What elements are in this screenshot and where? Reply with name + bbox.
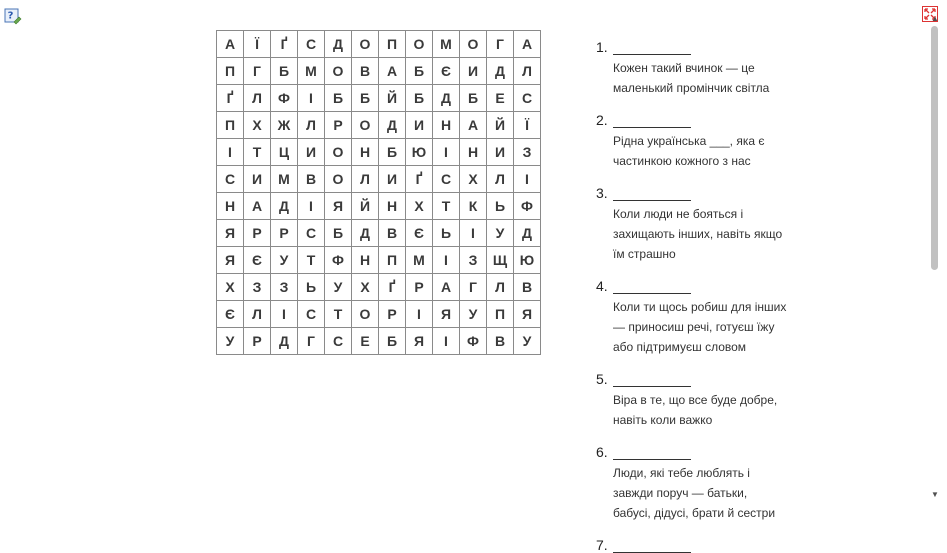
svg-text:?: ? — [7, 10, 14, 22]
grid-cell[interactable]: Н — [217, 193, 244, 220]
grid-cell[interactable]: Г — [460, 274, 487, 301]
grid-cell[interactable]: У — [514, 328, 541, 355]
grid-cell[interactable]: І — [217, 139, 244, 166]
grid-cell[interactable]: Б — [406, 58, 433, 85]
grid-cell[interactable]: М — [271, 166, 298, 193]
grid-cell[interactable]: Ґ — [406, 166, 433, 193]
grid-cell[interactable]: П — [379, 31, 406, 58]
grid-row — [217, 31, 541, 58]
grid-cell[interactable]: С — [325, 328, 352, 355]
clue-item — [596, 180, 926, 264]
grid-cell[interactable]: Х — [217, 274, 244, 301]
grid-cell[interactable]: Б — [325, 220, 352, 247]
grid-row — [217, 112, 541, 139]
grid-cell[interactable]: Р — [379, 301, 406, 328]
grid-cell[interactable]: Д — [271, 328, 298, 355]
grid-cell[interactable]: А — [379, 58, 406, 85]
grid-cell[interactable]: О — [352, 31, 379, 58]
grid-cell[interactable]: І — [298, 85, 325, 112]
grid-cell[interactable]: Д — [325, 31, 352, 58]
clue-item — [596, 273, 926, 357]
grid-cell[interactable]: Г — [298, 328, 325, 355]
grid-cell[interactable]: А — [433, 274, 460, 301]
grid-cell[interactable]: Б — [352, 85, 379, 112]
grid-cell[interactable]: З — [460, 247, 487, 274]
grid-cell[interactable]: Г — [244, 58, 271, 85]
grid-row — [217, 328, 541, 355]
grid-cell[interactable]: И — [460, 58, 487, 85]
grid-cell[interactable]: У — [325, 274, 352, 301]
clue-text: Коли ти щось робиш для інших — приносиш речі, готуєш їжу або підтримуєш словом — [613, 300, 787, 354]
grid-cell[interactable]: Ї — [514, 112, 541, 139]
grid-cell[interactable]: С — [217, 166, 244, 193]
grid-cell[interactable]: Х — [460, 166, 487, 193]
clue-item — [596, 107, 926, 171]
clue-text: Коли люди не бояться і захищають інших, навіть якщо їм страшно — [613, 207, 783, 261]
grid-cell[interactable]: Ґ — [271, 31, 298, 58]
clue-item — [596, 366, 926, 430]
grid-cell[interactable]: А — [244, 193, 271, 220]
grid-cell[interactable]: О — [352, 112, 379, 139]
grid-cell[interactable]: М — [406, 247, 433, 274]
grid-cell[interactable]: І — [433, 139, 460, 166]
grid-cell[interactable]: О — [352, 301, 379, 328]
clue-number: 3. — [596, 185, 608, 201]
grid-cell[interactable]: Є — [217, 301, 244, 328]
grid-cell[interactable]: И — [298, 139, 325, 166]
grid-cell[interactable]: Л — [244, 301, 271, 328]
grid-cell[interactable]: Ж — [271, 112, 298, 139]
grid-cell[interactable]: А — [514, 31, 541, 58]
grid-cell[interactable]: Т — [433, 193, 460, 220]
grid-cell[interactable]: Л — [298, 112, 325, 139]
grid-cell[interactable]: Ф — [460, 328, 487, 355]
grid-row — [217, 301, 541, 328]
grid-cell[interactable]: М — [433, 31, 460, 58]
grid-cell[interactable]: Х — [244, 112, 271, 139]
grid-cell[interactable]: Б — [406, 85, 433, 112]
scroll-up-icon[interactable]: ▲ — [931, 14, 939, 23]
grid-row — [217, 139, 541, 166]
grid-row — [217, 85, 541, 112]
grid-cell[interactable]: Н — [379, 193, 406, 220]
grid-cell[interactable]: Я — [433, 301, 460, 328]
clue-text: Люди, які тебе люблять і завжди поруч — батьки, бабусі, дідусі, брати й сестри — [613, 466, 776, 520]
grid-cell[interactable]: Р — [325, 112, 352, 139]
grid-cell[interactable]: Я — [325, 193, 352, 220]
grid-cell[interactable]: Н — [352, 139, 379, 166]
grid-cell[interactable]: Й — [487, 112, 514, 139]
grid-cell[interactable]: Я — [514, 301, 541, 328]
grid-cell[interactable]: Б — [379, 328, 406, 355]
grid-cell[interactable]: І — [298, 193, 325, 220]
grid-cell[interactable]: В — [514, 274, 541, 301]
grid-row — [217, 166, 541, 193]
grid-cell[interactable]: С — [298, 31, 325, 58]
scrollbar[interactable] — [928, 14, 942, 502]
grid-cell[interactable]: С — [433, 166, 460, 193]
grid-cell[interactable]: Р — [271, 220, 298, 247]
grid-cell[interactable]: Ю — [514, 247, 541, 274]
clue-item — [596, 439, 926, 523]
grid-cell[interactable]: Я — [406, 328, 433, 355]
grid-cell[interactable]: З — [514, 139, 541, 166]
grid-cell[interactable]: Н — [352, 247, 379, 274]
grid-cell[interactable]: Х — [406, 193, 433, 220]
grid-cell[interactable]: Л — [514, 58, 541, 85]
grid-cell[interactable]: Ґ — [217, 85, 244, 112]
grid-cell[interactable]: Д — [487, 58, 514, 85]
grid-cell[interactable]: О — [406, 31, 433, 58]
clue-text: Рідна українська ___, яка є частинкою кожного з нас — [613, 134, 765, 168]
grid-cell[interactable]: В — [379, 220, 406, 247]
grid-cell[interactable]: І — [433, 247, 460, 274]
grid-cell[interactable]: В — [298, 166, 325, 193]
grid-cell[interactable]: С — [514, 85, 541, 112]
grid-cell[interactable]: І — [406, 301, 433, 328]
grid-cell[interactable]: Л — [487, 166, 514, 193]
grid-cell[interactable]: Г — [487, 31, 514, 58]
grid-cell[interactable]: Т — [298, 247, 325, 274]
grid-row — [217, 193, 541, 220]
grid-cell[interactable]: У — [487, 220, 514, 247]
grid-row — [217, 220, 541, 247]
grid-cell[interactable]: Ь — [487, 193, 514, 220]
grid-cell[interactable]: Б — [325, 85, 352, 112]
grid-cell[interactable]: Ї — [244, 31, 271, 58]
grid-cell[interactable]: Д — [433, 85, 460, 112]
grid-cell[interactable]: Ґ — [379, 274, 406, 301]
grid-cell[interactable]: У — [217, 328, 244, 355]
grid-cell[interactable]: Д — [271, 193, 298, 220]
grid-cell[interactable]: Д — [514, 220, 541, 247]
clue-item — [596, 34, 926, 98]
grid-cell[interactable]: О — [325, 139, 352, 166]
grid-cell[interactable]: Л — [352, 166, 379, 193]
grid-cell[interactable]: Е — [352, 328, 379, 355]
grid-cell[interactable]: Х — [352, 274, 379, 301]
grid-cell[interactable]: В — [487, 328, 514, 355]
grid-cell[interactable]: П — [217, 112, 244, 139]
grid-cell[interactable]: Е — [487, 85, 514, 112]
grid-cell[interactable]: Ф — [325, 247, 352, 274]
grid-cell[interactable]: Ь — [298, 274, 325, 301]
grid-cell[interactable]: Р — [244, 328, 271, 355]
answer-input[interactable] — [613, 370, 691, 387]
grid-cell[interactable]: И — [244, 166, 271, 193]
grid-cell[interactable]: Б — [271, 58, 298, 85]
clue-text: Кожен такий вчинок — це маленький промінчик світла — [613, 61, 770, 95]
grid-cell[interactable]: Т — [244, 139, 271, 166]
grid-cell[interactable]: Ь — [433, 220, 460, 247]
grid-cell[interactable]: Є — [244, 247, 271, 274]
grid-row — [217, 247, 541, 274]
grid-cell[interactable]: Ф — [514, 193, 541, 220]
grid-row — [217, 274, 541, 301]
grid-cell[interactable]: П — [487, 301, 514, 328]
grid-cell[interactable]: А — [217, 31, 244, 58]
help-question-icon[interactable] — [4, 6, 22, 24]
grid-cell[interactable]: Л — [244, 85, 271, 112]
grid-cell[interactable]: І — [271, 301, 298, 328]
grid-cell[interactable]: С — [298, 220, 325, 247]
scroll-down-icon[interactable]: ▼ — [931, 490, 939, 499]
answer-input[interactable] — [613, 277, 691, 294]
grid-cell[interactable]: И — [406, 112, 433, 139]
grid-cell[interactable]: И — [379, 166, 406, 193]
grid-cell[interactable]: М — [298, 58, 325, 85]
grid-cell[interactable]: І — [433, 328, 460, 355]
grid-cell[interactable]: Н — [433, 112, 460, 139]
grid-cell[interactable]: Щ — [487, 247, 514, 274]
clue-item — [596, 532, 926, 553]
grid-cell[interactable]: О — [325, 166, 352, 193]
grid-cell[interactable]: И — [487, 139, 514, 166]
grid-cell[interactable]: О — [325, 58, 352, 85]
grid-cell[interactable]: Ц — [271, 139, 298, 166]
grid-cell[interactable]: В — [352, 58, 379, 85]
grid-cell[interactable]: Д — [352, 220, 379, 247]
clue-list — [596, 34, 926, 553]
grid-cell[interactable]: З — [244, 274, 271, 301]
grid-cell[interactable]: Н — [460, 139, 487, 166]
grid-cell[interactable]: С — [298, 301, 325, 328]
clue-text: Віра в те, що все буде добре, навіть коли важко — [613, 393, 778, 427]
answer-input[interactable] — [613, 443, 691, 460]
clue-number: 5. — [596, 371, 608, 387]
clue-number: 2. — [596, 112, 608, 128]
answer-input[interactable] — [613, 536, 691, 553]
grid-cell[interactable]: Є — [406, 220, 433, 247]
grid-cell[interactable]: Я — [217, 247, 244, 274]
grid-cell[interactable]: Д — [379, 112, 406, 139]
grid-cell[interactable]: Є — [433, 58, 460, 85]
grid-cell[interactable]: А — [460, 112, 487, 139]
grid-cell[interactable]: І — [460, 220, 487, 247]
grid-cell[interactable]: У — [271, 247, 298, 274]
grid-cell[interactable]: Б — [379, 139, 406, 166]
clue-number: 7. — [596, 537, 608, 553]
grid-cell[interactable]: О — [460, 31, 487, 58]
grid-cell[interactable]: Ю — [406, 139, 433, 166]
clue-number: 4. — [596, 278, 608, 294]
grid-cell[interactable]: П — [217, 58, 244, 85]
grid-cell[interactable]: Т — [325, 301, 352, 328]
answer-input[interactable] — [613, 38, 691, 55]
word-search-grid — [216, 30, 541, 355]
grid-cell[interactable]: Р — [244, 220, 271, 247]
grid-cell[interactable]: Ф — [271, 85, 298, 112]
grid-row — [217, 58, 541, 85]
scroll-thumb[interactable] — [931, 26, 938, 270]
answer-input[interactable] — [613, 184, 691, 201]
clue-number: 1. — [596, 39, 608, 55]
answer-input[interactable] — [613, 111, 691, 128]
grid-cell[interactable]: Й — [379, 85, 406, 112]
grid-cell[interactable]: Л — [487, 274, 514, 301]
grid-cell[interactable]: У — [460, 301, 487, 328]
grid-cell[interactable]: Р — [406, 274, 433, 301]
grid-cell[interactable]: К — [460, 193, 487, 220]
grid-cell[interactable]: Я — [217, 220, 244, 247]
grid-cell[interactable]: Б — [460, 85, 487, 112]
grid-cell[interactable]: П — [379, 247, 406, 274]
grid-cell[interactable]: Й — [352, 193, 379, 220]
clue-number: 6. — [596, 444, 608, 460]
grid-cell[interactable]: З — [271, 274, 298, 301]
grid-cell[interactable]: І — [514, 166, 541, 193]
